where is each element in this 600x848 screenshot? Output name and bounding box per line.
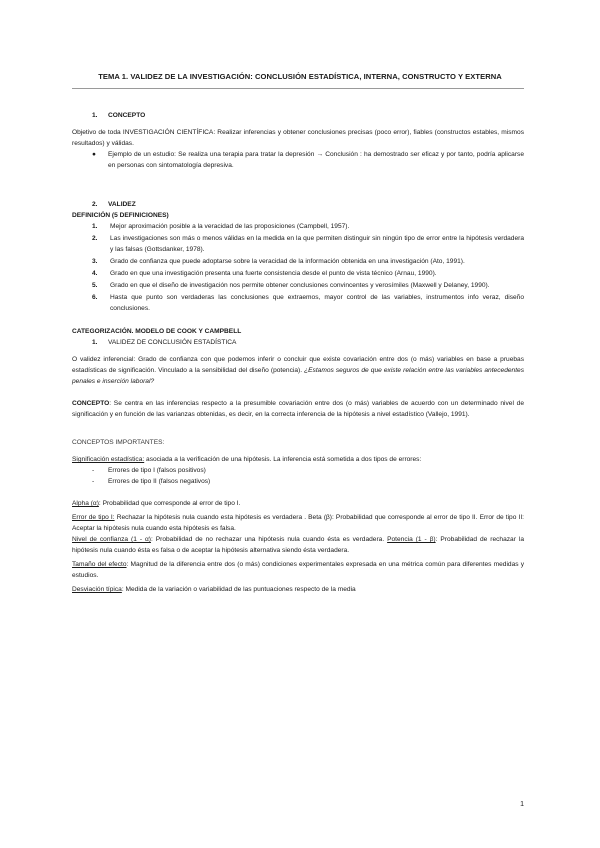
definitions-list [92, 221, 524, 314]
section-concepto-heading: 1. CONCEPTO [92, 112, 146, 119]
title-divider [72, 88, 524, 89]
list-item: 4. Grado en que una investigación presenta una fuerte consistencia desde el punto de vista técnico (Arnau, 1990). [92, 270, 437, 277]
error-types-list [92, 465, 524, 487]
significance-paragraph: Significación estadística: asociada a la verificación de una hipótesis. La inferencia está sometida a dos tipos de errores: [72, 456, 422, 463]
definitions-heading: DEFINICIÓN (5 DEFINICIONES) [72, 212, 169, 219]
conclusion-validity-heading: 1. VALIDEZ DE CONCLUSIÓN ESTADÍSTICA [92, 339, 237, 346]
categorization-heading: CATEGORIZACIÓN. MODELO DE COOK Y CAMPBELL [72, 328, 242, 335]
confidence-power-definition: Nivel de confianza (1 - α): Probabilidad de no rechazar una hipótesis nula cuando ésta es verdadera. Potencia (1 - β): Probabilidad de rechazar la hipótesis nula cuando ésta es falsa o de aceptar la hipótesis alternativa siendo ésta verdadera. [72, 536, 524, 554]
page-number: 1 [520, 801, 524, 808]
example-bullet: ● Ejemplo de un estudio: Se realiza una terapia para tratar la depresión → Conclusión : ha demostrado ser eficaz y por tanto, podría aplicarse en personas con sintomatología depresiva. [92, 151, 524, 169]
error-type-definition: Error de tipo I: Rechazar la hipótesis nula cuando esta hipótesis es verdadera . Beta (β): Probabilidad que corresponde al error de tipo II. Error de tipo II: Aceptar la hipótesis nula cuando esta hipótesis es falsa. [72, 514, 524, 532]
alpha-definition: Alpha (α): Probabilidad que corresponde al error de tipo I. [72, 500, 241, 507]
effect-size-definition: Tamaño del efecto: Magnitud de la diferencia entre dos (o más) condiciones experimentales expresada en una métrica común para diferentes medidas y estudios. [72, 561, 524, 579]
list-item: - Errores de tipo I (falsos positivos) [92, 467, 206, 474]
important-concepts-heading: CONCEPTOS IMPORTANTES: [72, 439, 165, 446]
objective-paragraph: Objetivo de toda INVESTIGACIÓN CIENTÍFICA: Realizar inferencias y obtener conclusiones precisas (poco error), fiables (constructos estables, mismos resultados) y válidas. [72, 129, 524, 147]
document-body [72, 110, 524, 595]
section-validez-heading: 2. VALIDEZ [92, 201, 136, 208]
bullet-icon: ● [92, 151, 96, 158]
concept-paragraph: CONCEPTO: Se centra en las inferencias respecto a la presumible covariación entre dos (o más) variables de acuerdo con un determinado nivel de significación y en función de las varianzas obtenidas, es decir, en la correcta inferencia de la hipótesis a nivel estadístico (Vallejo, 1991). [72, 400, 524, 418]
list-item: 2. Las investigaciones son más o menos válidas en la medida en la que permiten distinguir sin ningún tipo de error entre la hipótesis verdadera y las falsas (Gottsdanker, 1978). [92, 235, 524, 253]
list-item: 1. Mejor aproximación posible a la veracidad de las proposiciones (Campbell, 1957). [92, 223, 350, 230]
list-item: 6. Hasta que punto son verdaderas las conclusiones que extraemos, mayor control de las variables, instrumentos info veraz, diseño conclusiones. [92, 294, 524, 312]
list-item: 5. Grado en que el diseño de investigación nos permite obtener conclusiones convincentes y verosímiles (Maxwell y Delaney, 1990). [92, 282, 490, 289]
standard-deviation-definition: Desviación típica: Medida de la variación o variabilidad de las puntuaciones respecto de la media [72, 586, 356, 593]
list-item: 3. Grado de confianza que puede adoptarse sobre la veracidad de la información obtenida en una investigación (Ato, 1991). [92, 258, 465, 265]
list-item: - Errores de tipo II (falsos negativos) [92, 478, 211, 485]
inferential-validity-paragraph: O validez inferencial: Grado de confianza con que podemos inferir o concluir que existe covariación entre dos (o más) variables en base a pruebas estadísticas de significación. Vinculado a la sensibilidad del diseño (potencia). ¿Estamos seguros de que existe relación entre las variables antecedentes penales e inserción laboral? [72, 356, 524, 385]
page-title: TEMA 1. VALIDEZ DE LA INVESTIGACIÓN: CONCLUSIÓN ESTADÍSTICA, INTERNA, CONSTRUCTO Y EXTERNA [98, 72, 502, 81]
